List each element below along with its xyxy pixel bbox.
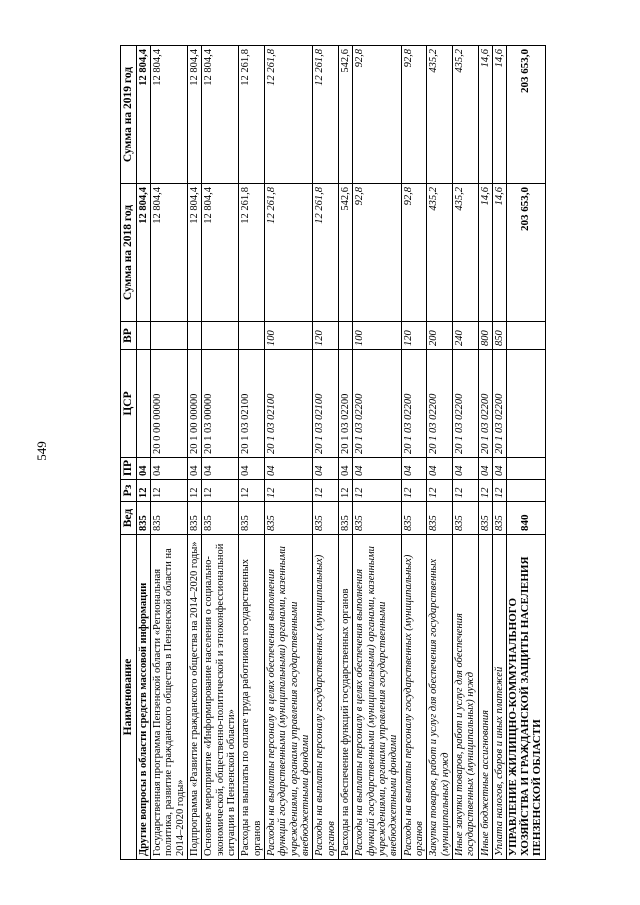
row-rz: 12 [313, 480, 339, 502]
row-vr [338, 322, 352, 350]
row-rz: 12 [401, 480, 427, 502]
table-row [150, 46, 187, 860]
row-name: Другие вопросы в области средств массовой информации [136, 535, 150, 860]
row-csr: 20 1 03 02200 [353, 350, 401, 458]
table-row [202, 46, 239, 860]
row-pr: 04 [452, 458, 478, 480]
row-ved: 835 [313, 502, 339, 535]
table-row [452, 46, 478, 860]
row-rz: 12 [338, 480, 352, 502]
row-rz: 12 [492, 480, 506, 502]
row-csr: 20 1 03 02200 [478, 350, 492, 458]
row-sum-2019: 435,2 [452, 46, 478, 184]
row-vr: 100 [264, 322, 312, 350]
row-sum-2019: 12 804,4 [187, 46, 201, 184]
row-rz: 12 [452, 480, 478, 502]
row-ved: 840 [507, 502, 546, 535]
row-rz [507, 480, 546, 502]
row-sum-2018: 12 261,8 [239, 184, 265, 322]
budget-table [120, 45, 546, 860]
row-sum-2019: 12 804,4 [150, 46, 187, 184]
row-ved: 835 [478, 502, 492, 535]
table-row [401, 46, 427, 860]
row-sum-2018: 12 804,4 [202, 184, 239, 322]
row-csr: 20 1 03 02200 [427, 350, 453, 458]
row-rz: 12 [187, 480, 201, 502]
row-name: Государственная программа Пензенской области «Региональная политика, развитие гражданского общества в Пензенской области на 2014–2020 годы» [150, 535, 187, 860]
table-header-row [121, 46, 137, 860]
row-csr: 20 1 03 02200 [492, 350, 506, 458]
row-sum-2018: 12 804,4 [187, 184, 201, 322]
row-csr: 20 1 03 02100 [239, 350, 265, 458]
row-pr: 04 [313, 458, 339, 480]
row-pr: 04 [264, 458, 312, 480]
row-sum-2018: 14,6 [478, 184, 492, 322]
row-rz: 12 [353, 480, 401, 502]
header-pr: ПР [121, 458, 137, 480]
row-vr [202, 322, 239, 350]
row-sum-2018: 12 261,8 [264, 184, 312, 322]
row-csr: 20 1 03 00000 [202, 350, 239, 458]
row-csr: 20 1 03 02100 [264, 350, 312, 458]
table-row [427, 46, 453, 860]
table-row [136, 46, 150, 860]
row-ved: 835 [187, 502, 201, 535]
row-vr [150, 322, 187, 350]
row-sum-2018: 92,8 [353, 184, 401, 322]
row-ved: 835 [353, 502, 401, 535]
row-sum-2019: 14,6 [478, 46, 492, 184]
row-name: Уплата налогов, сборов и иных платежей [492, 535, 506, 860]
row-sum-2019: 203 653,0 [507, 46, 546, 184]
row-rz: 12 [427, 480, 453, 502]
row-csr [507, 350, 546, 458]
table-row [313, 46, 339, 860]
table-row [187, 46, 201, 860]
row-name: Расходы на выплаты персоналу государственных (муниципальных) органов [401, 535, 427, 860]
row-sum-2019: 92,8 [353, 46, 401, 184]
row-csr: 20 1 03 02200 [452, 350, 478, 458]
row-sum-2018: 435,2 [452, 184, 478, 322]
header-sum-2018: Сумма на 2018 год [121, 184, 137, 322]
row-name: Иные закупки товаров, работ и услуг для обеспечения государственных (муниципальных) нужд [452, 535, 478, 860]
header-vr: ВР [121, 322, 137, 350]
row-name: Расходы на обеспечение функций государственных органов [338, 535, 352, 860]
row-rz: 12 [239, 480, 265, 502]
row-csr: 20 1 03 02200 [401, 350, 427, 458]
row-ved: 835 [264, 502, 312, 535]
row-name: УПРАВЛЕНИЕ ЖИЛИЩНО-КОММУНАЛЬНОГО ХОЗЯЙСТВА И ГРАЖДАНСКОЙ ЗАЩИТЫ НАСЕЛЕНИЯ ПЕНЗЕНСКОЙ ОБЛАСТИ [507, 535, 546, 860]
row-sum-2019: 12 261,8 [239, 46, 265, 184]
row-pr: 04 [338, 458, 352, 480]
row-pr: 04 [136, 458, 150, 480]
row-sum-2019: 12 804,4 [202, 46, 239, 184]
rotated-table-container [120, 46, 543, 860]
row-pr: 04 [202, 458, 239, 480]
row-sum-2018: 435,2 [427, 184, 453, 322]
row-vr: 100 [353, 322, 401, 350]
row-ved: 835 [239, 502, 265, 535]
table-row [492, 46, 506, 860]
row-pr: 04 [239, 458, 265, 480]
row-vr: 120 [313, 322, 339, 350]
row-rz: 12 [478, 480, 492, 502]
row-name: Расходы на выплаты по оплате труда работников государственных органов [239, 535, 265, 860]
row-vr: 200 [427, 322, 453, 350]
row-sum-2019: 542,6 [338, 46, 352, 184]
row-sum-2019: 14,6 [492, 46, 506, 184]
row-rz: 12 [202, 480, 239, 502]
header-csr: ЦСР [121, 350, 137, 458]
row-rz: 12 [136, 480, 150, 502]
row-vr [187, 322, 201, 350]
row-pr: 04 [353, 458, 401, 480]
row-sum-2018: 12 804,4 [150, 184, 187, 322]
row-csr: 20 1 00 00000 [187, 350, 201, 458]
row-ved: 835 [338, 502, 352, 535]
row-name: Основное мероприятие «Информирование населения о социально-экономической, общественно-политической и этноконфессиональной ситуации в Пензенской области» [202, 535, 239, 860]
header-ved: Вед [121, 502, 137, 535]
row-csr: 20 1 03 02200 [338, 350, 352, 458]
row-ved: 835 [150, 502, 187, 535]
row-name: Иные бюджетные ассигнования [478, 535, 492, 860]
row-sum-2019: 92,8 [401, 46, 427, 184]
row-sum-2018: 12 804,4 [136, 184, 150, 322]
row-vr [239, 322, 265, 350]
table-row [239, 46, 265, 860]
row-sum-2018: 92,8 [401, 184, 427, 322]
row-csr [136, 350, 150, 458]
row-sum-2019: 12 804,4 [136, 46, 150, 184]
table-row [338, 46, 352, 860]
row-vr [507, 322, 546, 350]
row-pr: 04 [401, 458, 427, 480]
header-rz: Рз [121, 480, 137, 502]
row-csr: 20 0 00 00000 [150, 350, 187, 458]
row-ved: 835 [427, 502, 453, 535]
row-vr: 850 [492, 322, 506, 350]
row-ved: 835 [202, 502, 239, 535]
row-name: Расходы на выплаты персоналу в целях обеспечения выполнения функций государственными (муниципальными) органами, казенными учреждениями, органами управления государственными внебюджетными фондами [264, 535, 312, 860]
row-rz: 12 [150, 480, 187, 502]
header-name: Наименование [121, 535, 137, 860]
row-rz: 12 [264, 480, 312, 502]
row-pr [507, 458, 546, 480]
page-number: 549 [34, 441, 49, 461]
table-row [507, 46, 546, 860]
row-vr [136, 322, 150, 350]
row-pr: 04 [492, 458, 506, 480]
table-row [264, 46, 312, 860]
table-row [353, 46, 401, 860]
row-pr: 04 [478, 458, 492, 480]
row-name: Закупка товаров, работ и услуг для обеспечения государственных (муниципальных) нужд [427, 535, 453, 860]
row-pr: 04 [427, 458, 453, 480]
row-sum-2018: 203 653,0 [507, 184, 546, 322]
row-name: Расходы на выплаты персоналу в целях обеспечения выполнения функций государственными (муниципальными) органами, казенными учреждениями, органами управления государственными внебюджетными фондами [353, 535, 401, 860]
table-row [478, 46, 492, 860]
row-pr: 04 [187, 458, 201, 480]
row-ved: 835 [452, 502, 478, 535]
row-sum-2018: 12 261,8 [313, 184, 339, 322]
header-sum-2019: Сумма на 2019 год [121, 46, 137, 184]
row-name: Расходы на выплаты персоналу государственных (муниципальных) органов [313, 535, 339, 860]
row-vr: 800 [478, 322, 492, 350]
row-csr: 20 1 03 02100 [313, 350, 339, 458]
row-vr: 120 [401, 322, 427, 350]
row-pr: 04 [150, 458, 187, 480]
row-sum-2018: 542,6 [338, 184, 352, 322]
row-ved: 835 [401, 502, 427, 535]
row-name: Подпрограмма «Развитие гражданского общества на 2014–2020 годы» [187, 535, 201, 860]
row-sum-2019: 435,2 [427, 46, 453, 184]
row-vr: 240 [452, 322, 478, 350]
row-ved: 835 [492, 502, 506, 535]
row-sum-2019: 12 261,8 [264, 46, 312, 184]
row-ved: 835 [136, 502, 150, 535]
row-sum-2019: 12 261,8 [313, 46, 339, 184]
row-sum-2018: 14,6 [492, 184, 506, 322]
